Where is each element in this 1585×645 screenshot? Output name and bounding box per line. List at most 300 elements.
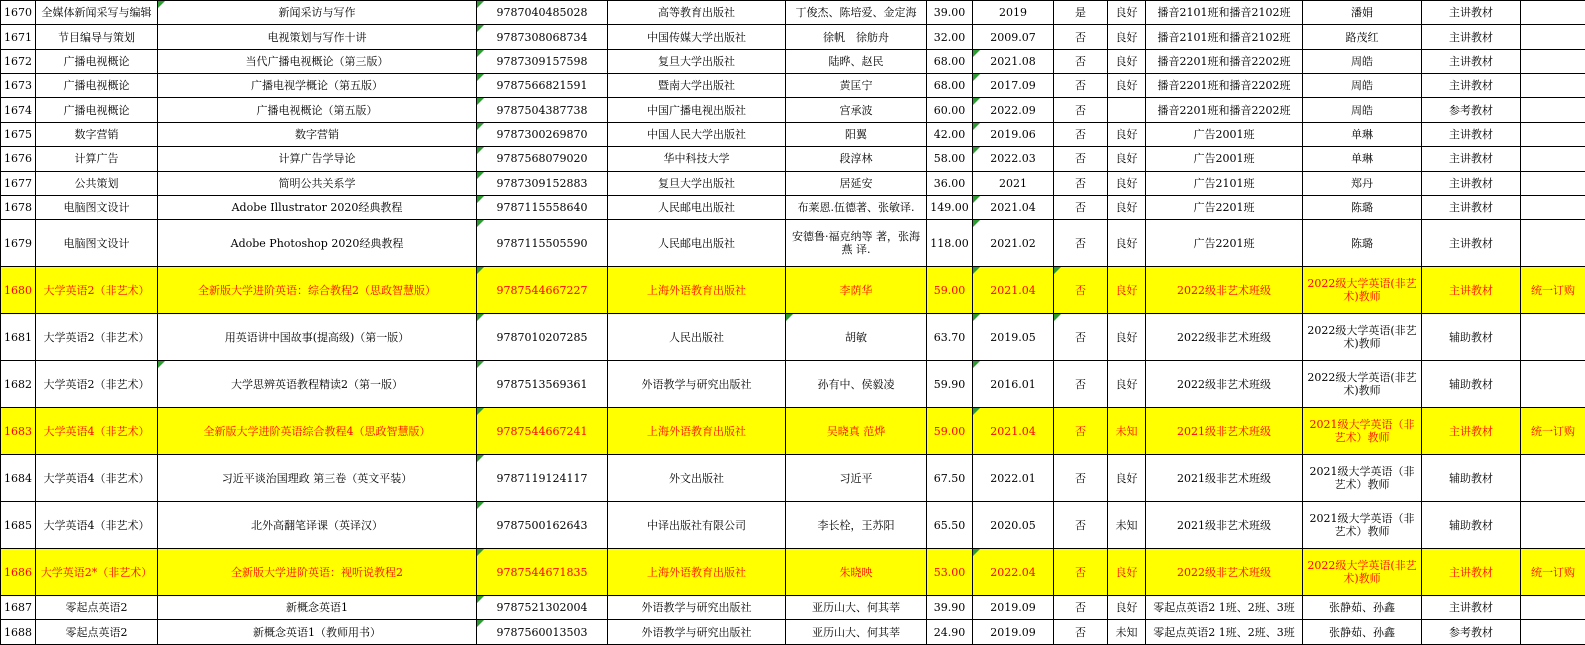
cell-isbn[interactable] (477, 74, 608, 98)
cell-author[interactable] (786, 314, 927, 361)
cell-publish-date[interactable] (973, 220, 1054, 267)
cell-publisher[interactable] (608, 25, 786, 49)
green-corner-flag-icon (973, 408, 980, 415)
cell-approved-flag[interactable] (1054, 195, 1108, 219)
green-corner-flag-icon (477, 267, 484, 274)
cell-price[interactable] (927, 314, 973, 361)
cell-publisher[interactable] (608, 1, 786, 25)
cell-purchase-note[interactable] (1521, 98, 1585, 122)
cell-teacher[interactable] (1303, 596, 1422, 620)
cell-approved-flag[interactable] (1054, 25, 1108, 49)
table-row (1, 502, 1585, 549)
cell-text: 亚历山大、何其莘 (812, 601, 900, 615)
table-row (1, 1, 1585, 25)
cell-target-classes[interactable] (1146, 361, 1303, 408)
cell-course-name[interactable] (36, 1, 158, 25)
cell-condition[interactable] (1108, 408, 1146, 455)
cell-price[interactable] (927, 49, 973, 73)
cell-text: 1677 (4, 176, 32, 190)
cell-target-classes[interactable] (1146, 122, 1303, 146)
cell-purchase-note[interactable] (1521, 171, 1585, 195)
cell-target-classes[interactable] (1146, 147, 1303, 171)
cell-publisher[interactable] (608, 620, 786, 645)
cell-serial-number[interactable] (1, 267, 36, 314)
cell-publish-date[interactable] (973, 25, 1054, 49)
cell-serial-number[interactable] (1, 195, 36, 219)
cell-approved-flag[interactable] (1054, 314, 1108, 361)
cell-course-name[interactable] (36, 122, 158, 146)
cell-purchase-note[interactable] (1521, 596, 1585, 620)
cell-teacher[interactable] (1303, 1, 1422, 25)
cell-teacher[interactable] (1303, 122, 1422, 146)
cell-condition[interactable] (1108, 361, 1146, 408)
cell-isbn[interactable] (477, 267, 608, 314)
cell-material-role[interactable] (1422, 361, 1521, 408)
cell-text: 否 (1075, 201, 1086, 215)
cell-publisher[interactable] (608, 549, 786, 596)
cell-publisher[interactable] (608, 455, 786, 502)
cell-publisher[interactable] (608, 147, 786, 171)
cell-publisher[interactable] (608, 220, 786, 267)
cell-material-role[interactable] (1422, 455, 1521, 502)
cell-serial-number[interactable] (1, 147, 36, 171)
cell-teacher[interactable] (1303, 408, 1422, 455)
cell-publish-date[interactable] (973, 455, 1054, 502)
cell-course-name[interactable] (36, 25, 158, 49)
cell-course-name[interactable] (36, 596, 158, 620)
cell-condition[interactable] (1108, 220, 1146, 267)
cell-textbook-title[interactable] (158, 122, 477, 146)
cell-publish-date[interactable] (973, 502, 1054, 549)
cell-serial-number[interactable] (1, 361, 36, 408)
cell-target-classes[interactable] (1146, 549, 1303, 596)
cell-target-classes[interactable] (1146, 267, 1303, 314)
cell-isbn[interactable] (477, 122, 608, 146)
cell-isbn[interactable] (477, 49, 608, 73)
cell-target-classes[interactable] (1146, 49, 1303, 73)
cell-price[interactable] (927, 1, 973, 25)
cell-condition[interactable] (1108, 25, 1146, 49)
cell-purchase-note[interactable] (1521, 549, 1585, 596)
cell-publish-date[interactable] (973, 98, 1054, 122)
cell-material-role[interactable] (1422, 314, 1521, 361)
cell-approved-flag[interactable] (1054, 122, 1108, 146)
cell-approved-flag[interactable] (1054, 408, 1108, 455)
cell-approved-flag[interactable] (1054, 455, 1108, 502)
cell-condition[interactable] (1108, 147, 1146, 171)
cell-course-name[interactable] (36, 98, 158, 122)
cell-author[interactable] (786, 74, 927, 98)
cell-author[interactable] (786, 147, 927, 171)
cell-target-classes[interactable] (1146, 408, 1303, 455)
cell-purchase-note[interactable] (1521, 408, 1585, 455)
cell-course-name[interactable] (36, 195, 158, 219)
cell-course-name[interactable] (36, 171, 158, 195)
cell-condition[interactable] (1108, 171, 1146, 195)
cell-price[interactable] (927, 502, 973, 549)
cell-textbook-title[interactable] (158, 74, 477, 98)
cell-target-classes[interactable] (1146, 195, 1303, 219)
cell-text: 68.00 (933, 54, 966, 68)
cell-teacher[interactable] (1303, 267, 1422, 314)
cell-price[interactable] (927, 455, 973, 502)
cell-condition[interactable] (1108, 195, 1146, 219)
cell-publisher[interactable] (608, 49, 786, 73)
cell-material-role[interactable] (1422, 267, 1521, 314)
cell-text: 9787309152883 (496, 176, 588, 190)
cell-isbn[interactable] (477, 408, 608, 455)
cell-publish-date[interactable] (973, 74, 1054, 98)
cell-textbook-title[interactable] (158, 620, 477, 645)
cell-price[interactable] (927, 74, 973, 98)
cell-course-name[interactable] (36, 267, 158, 314)
cell-price[interactable] (927, 171, 973, 195)
cell-publish-date[interactable] (973, 195, 1054, 219)
cell-publisher[interactable] (608, 408, 786, 455)
cell-course-name[interactable] (36, 549, 158, 596)
cell-material-role[interactable] (1422, 549, 1521, 596)
cell-textbook-title[interactable] (158, 49, 477, 73)
cell-approved-flag[interactable] (1054, 502, 1108, 549)
cell-material-role[interactable] (1422, 171, 1521, 195)
cell-price[interactable] (927, 195, 973, 219)
cell-serial-number[interactable] (1, 502, 36, 549)
cell-purchase-note[interactable] (1521, 49, 1585, 73)
cell-textbook-title[interactable] (158, 1, 477, 25)
cell-textbook-title[interactable] (158, 195, 477, 219)
cell-approved-flag[interactable] (1054, 596, 1108, 620)
cell-author[interactable] (786, 549, 927, 596)
cell-course-name[interactable] (36, 502, 158, 549)
green-corner-flag-icon (973, 147, 980, 154)
cell-publisher[interactable] (608, 74, 786, 98)
cell-condition[interactable] (1108, 1, 1146, 25)
cell-text: 否 (1075, 471, 1086, 485)
cell-author[interactable] (786, 596, 927, 620)
cell-author[interactable] (786, 361, 927, 408)
cell-serial-number[interactable] (1, 408, 36, 455)
cell-target-classes[interactable] (1146, 596, 1303, 620)
cell-material-role[interactable] (1422, 195, 1521, 219)
cell-isbn[interactable] (477, 455, 608, 502)
cell-text: 良好 (1115, 30, 1138, 44)
cell-author[interactable] (786, 455, 927, 502)
cell-text: 周皓 (1351, 103, 1373, 117)
cell-target-classes[interactable] (1146, 171, 1303, 195)
cell-purchase-note[interactable] (1521, 455, 1585, 502)
cell-teacher[interactable] (1303, 314, 1422, 361)
cell-purchase-note[interactable] (1521, 502, 1585, 549)
cell-text: 主讲教材 (1449, 601, 1493, 615)
cell-textbook-title[interactable] (158, 596, 477, 620)
cell-text: 居延安 (839, 176, 873, 190)
cell-approved-flag[interactable] (1054, 147, 1108, 171)
cell-approved-flag[interactable] (1054, 49, 1108, 73)
cell-author[interactable] (786, 195, 927, 219)
cell-publisher[interactable] (608, 122, 786, 146)
cell-publish-date[interactable] (973, 171, 1054, 195)
cell-course-name[interactable] (36, 361, 158, 408)
cell-teacher[interactable] (1303, 49, 1422, 73)
cell-publish-date[interactable] (973, 1, 1054, 25)
cell-isbn[interactable] (477, 549, 608, 596)
cell-target-classes[interactable] (1146, 98, 1303, 122)
cell-author[interactable] (786, 98, 927, 122)
cell-price[interactable] (927, 596, 973, 620)
cell-serial-number[interactable] (1, 1, 36, 25)
cell-serial-number[interactable] (1, 25, 36, 49)
cell-teacher[interactable] (1303, 98, 1422, 122)
cell-purchase-note[interactable] (1521, 74, 1585, 98)
cell-author[interactable] (786, 1, 927, 25)
cell-publisher[interactable] (608, 502, 786, 549)
cell-condition[interactable] (1108, 549, 1146, 596)
cell-course-name[interactable] (36, 49, 158, 73)
cell-serial-number[interactable] (1, 98, 36, 122)
cell-target-classes[interactable] (1146, 502, 1303, 549)
cell-serial-number[interactable] (1, 596, 36, 620)
cell-teacher[interactable] (1303, 502, 1422, 549)
cell-author[interactable] (786, 267, 927, 314)
cell-course-name[interactable] (36, 314, 158, 361)
cell-teacher[interactable] (1303, 620, 1422, 645)
cell-isbn[interactable] (477, 596, 608, 620)
cell-isbn[interactable] (477, 147, 608, 171)
cell-material-role[interactable] (1422, 408, 1521, 455)
cell-author[interactable] (786, 49, 927, 73)
cell-target-classes[interactable] (1146, 25, 1303, 49)
cell-textbook-title[interactable] (158, 171, 477, 195)
cell-author[interactable] (786, 408, 927, 455)
cell-target-classes[interactable] (1146, 1, 1303, 25)
cell-price[interactable] (927, 220, 973, 267)
cell-condition[interactable] (1108, 49, 1146, 73)
cell-serial-number[interactable] (1, 49, 36, 73)
cell-approved-flag[interactable] (1054, 1, 1108, 25)
cell-course-name[interactable] (36, 220, 158, 267)
cell-isbn[interactable] (477, 98, 608, 122)
cell-approved-flag[interactable] (1054, 549, 1108, 596)
cell-material-role[interactable] (1422, 502, 1521, 549)
cell-text: 宫承波 (839, 103, 873, 117)
cell-target-classes[interactable] (1146, 74, 1303, 98)
cell-isbn[interactable] (477, 171, 608, 195)
cell-purchase-note[interactable] (1521, 361, 1585, 408)
cell-textbook-title[interactable] (158, 502, 477, 549)
cell-purchase-note[interactable] (1521, 147, 1585, 171)
cell-approved-flag[interactable] (1054, 98, 1108, 122)
cell-purchase-note[interactable] (1521, 314, 1585, 361)
cell-target-classes[interactable] (1146, 620, 1303, 645)
cell-condition[interactable] (1108, 314, 1146, 361)
cell-text: 主讲教材 (1449, 127, 1493, 141)
cell-target-classes[interactable] (1146, 455, 1303, 502)
cell-text: 否 (1075, 330, 1086, 344)
cell-teacher[interactable] (1303, 74, 1422, 98)
cell-text: 计算广告 (74, 152, 119, 166)
cell-teacher[interactable] (1303, 220, 1422, 267)
table-row (1, 314, 1585, 361)
cell-textbook-title[interactable] (158, 25, 477, 49)
cell-text: 播音2101班和播音2102班 (1157, 30, 1291, 44)
cell-textbook-title[interactable] (158, 220, 477, 267)
cell-course-name[interactable] (36, 408, 158, 455)
cell-serial-number[interactable] (1, 122, 36, 146)
cell-price[interactable] (927, 98, 973, 122)
cell-price[interactable] (927, 549, 973, 596)
table-row (1, 267, 1585, 314)
cell-condition[interactable] (1108, 98, 1146, 122)
cell-target-classes[interactable] (1146, 314, 1303, 361)
cell-publish-date[interactable] (973, 49, 1054, 73)
cell-condition[interactable] (1108, 620, 1146, 645)
cell-condition[interactable] (1108, 502, 1146, 549)
cell-publisher[interactable] (608, 314, 786, 361)
cell-text: 否 (1075, 127, 1086, 141)
cell-publish-date[interactable] (973, 314, 1054, 361)
cell-textbook-title[interactable] (158, 549, 477, 596)
cell-serial-number[interactable] (1, 171, 36, 195)
cell-textbook-title[interactable] (158, 147, 477, 171)
cell-course-name[interactable] (36, 147, 158, 171)
cell-teacher[interactable] (1303, 147, 1422, 171)
cell-text: 人民出版社 (669, 330, 724, 344)
cell-purchase-note[interactable] (1521, 1, 1585, 25)
cell-text: 中国广播电视出版社 (647, 103, 746, 117)
cell-target-classes[interactable] (1146, 220, 1303, 267)
cell-isbn[interactable] (477, 502, 608, 549)
table-row (1, 195, 1585, 219)
green-corner-flag-icon (477, 314, 484, 321)
cell-teacher[interactable] (1303, 171, 1422, 195)
green-corner-flag-icon (973, 220, 980, 227)
cell-text: 阳翼 (845, 127, 867, 141)
cell-material-role[interactable] (1422, 25, 1521, 49)
cell-author[interactable] (786, 171, 927, 195)
cell-teacher[interactable] (1303, 361, 1422, 408)
cell-purchase-note[interactable] (1521, 122, 1585, 146)
cell-publish-date[interactable] (973, 361, 1054, 408)
cell-material-role[interactable] (1422, 1, 1521, 25)
cell-price[interactable] (927, 361, 973, 408)
cell-price[interactable] (927, 122, 973, 146)
cell-isbn[interactable] (477, 361, 608, 408)
cell-teacher[interactable] (1303, 549, 1422, 596)
cell-serial-number[interactable] (1, 455, 36, 502)
cell-isbn[interactable] (477, 314, 608, 361)
cell-textbook-title[interactable] (158, 361, 477, 408)
cell-author[interactable] (786, 122, 927, 146)
cell-purchase-note[interactable] (1521, 25, 1585, 49)
cell-price[interactable] (927, 408, 973, 455)
cell-publish-date[interactable] (973, 596, 1054, 620)
cell-material-role[interactable] (1422, 122, 1521, 146)
cell-material-role[interactable] (1422, 49, 1521, 73)
cell-serial-number[interactable] (1, 620, 36, 645)
cell-course-name[interactable] (36, 620, 158, 645)
cell-author[interactable] (786, 220, 927, 267)
cell-textbook-title[interactable] (158, 455, 477, 502)
cell-publish-date[interactable] (973, 122, 1054, 146)
cell-teacher[interactable] (1303, 455, 1422, 502)
cell-price[interactable] (927, 25, 973, 49)
cell-teacher[interactable] (1303, 25, 1422, 49)
cell-material-role[interactable] (1422, 98, 1521, 122)
cell-isbn[interactable] (477, 25, 608, 49)
cell-serial-number[interactable] (1, 549, 36, 596)
cell-textbook-title[interactable] (158, 314, 477, 361)
cell-author[interactable] (786, 620, 927, 645)
cell-price[interactable] (927, 620, 973, 645)
cell-publish-date[interactable] (973, 147, 1054, 171)
cell-approved-flag[interactable] (1054, 620, 1108, 645)
cell-textbook-title[interactable] (158, 267, 477, 314)
cell-isbn[interactable] (477, 195, 608, 219)
cell-publish-date[interactable] (973, 620, 1054, 645)
cell-material-role[interactable] (1422, 596, 1521, 620)
cell-text: 118.00 (930, 236, 969, 250)
cell-text: 2021 (999, 176, 1027, 190)
cell-isbn[interactable] (477, 220, 608, 267)
cell-purchase-note[interactable] (1521, 620, 1585, 645)
cell-publisher[interactable] (608, 195, 786, 219)
cell-publisher[interactable] (608, 596, 786, 620)
cell-course-name[interactable] (36, 455, 158, 502)
cell-material-role[interactable] (1422, 74, 1521, 98)
cell-textbook-title[interactable] (158, 408, 477, 455)
cell-publish-date[interactable] (973, 549, 1054, 596)
cell-textbook-title[interactable] (158, 98, 477, 122)
cell-material-role[interactable] (1422, 220, 1521, 267)
cell-serial-number[interactable] (1, 74, 36, 98)
cell-condition[interactable] (1108, 455, 1146, 502)
cell-publisher[interactable] (608, 267, 786, 314)
cell-condition[interactable] (1108, 267, 1146, 314)
cell-isbn[interactable] (477, 620, 608, 645)
cell-publish-date[interactable] (973, 267, 1054, 314)
cell-condition[interactable] (1108, 596, 1146, 620)
cell-purchase-note[interactable] (1521, 220, 1585, 267)
cell-purchase-note[interactable] (1521, 267, 1585, 314)
cell-text: 1672 (4, 54, 32, 68)
cell-isbn[interactable] (477, 1, 608, 25)
cell-publisher[interactable] (608, 171, 786, 195)
cell-serial-number[interactable] (1, 314, 36, 361)
cell-author[interactable] (786, 502, 927, 549)
cell-condition[interactable] (1108, 74, 1146, 98)
cell-condition[interactable] (1108, 122, 1146, 146)
cell-publisher[interactable] (608, 361, 786, 408)
cell-material-role[interactable] (1422, 147, 1521, 171)
cell-teacher[interactable] (1303, 195, 1422, 219)
cell-author[interactable] (786, 25, 927, 49)
cell-serial-number[interactable] (1, 220, 36, 267)
cell-approved-flag[interactable] (1054, 74, 1108, 98)
cell-approved-flag[interactable] (1054, 361, 1108, 408)
cell-text: 周皓 (1351, 79, 1373, 93)
cell-material-role[interactable] (1422, 620, 1521, 645)
cell-approved-flag[interactable] (1054, 171, 1108, 195)
cell-course-name[interactable] (36, 74, 158, 98)
cell-approved-flag[interactable] (1054, 267, 1108, 314)
cell-text: 全新版大学进阶英语：综合教程2（思政智慧版） (198, 283, 436, 297)
cell-purchase-note[interactable] (1521, 195, 1585, 219)
cell-publish-date[interactable] (973, 408, 1054, 455)
cell-publisher[interactable] (608, 98, 786, 122)
cell-price[interactable] (927, 147, 973, 171)
cell-approved-flag[interactable] (1054, 220, 1108, 267)
cell-price[interactable] (927, 267, 973, 314)
